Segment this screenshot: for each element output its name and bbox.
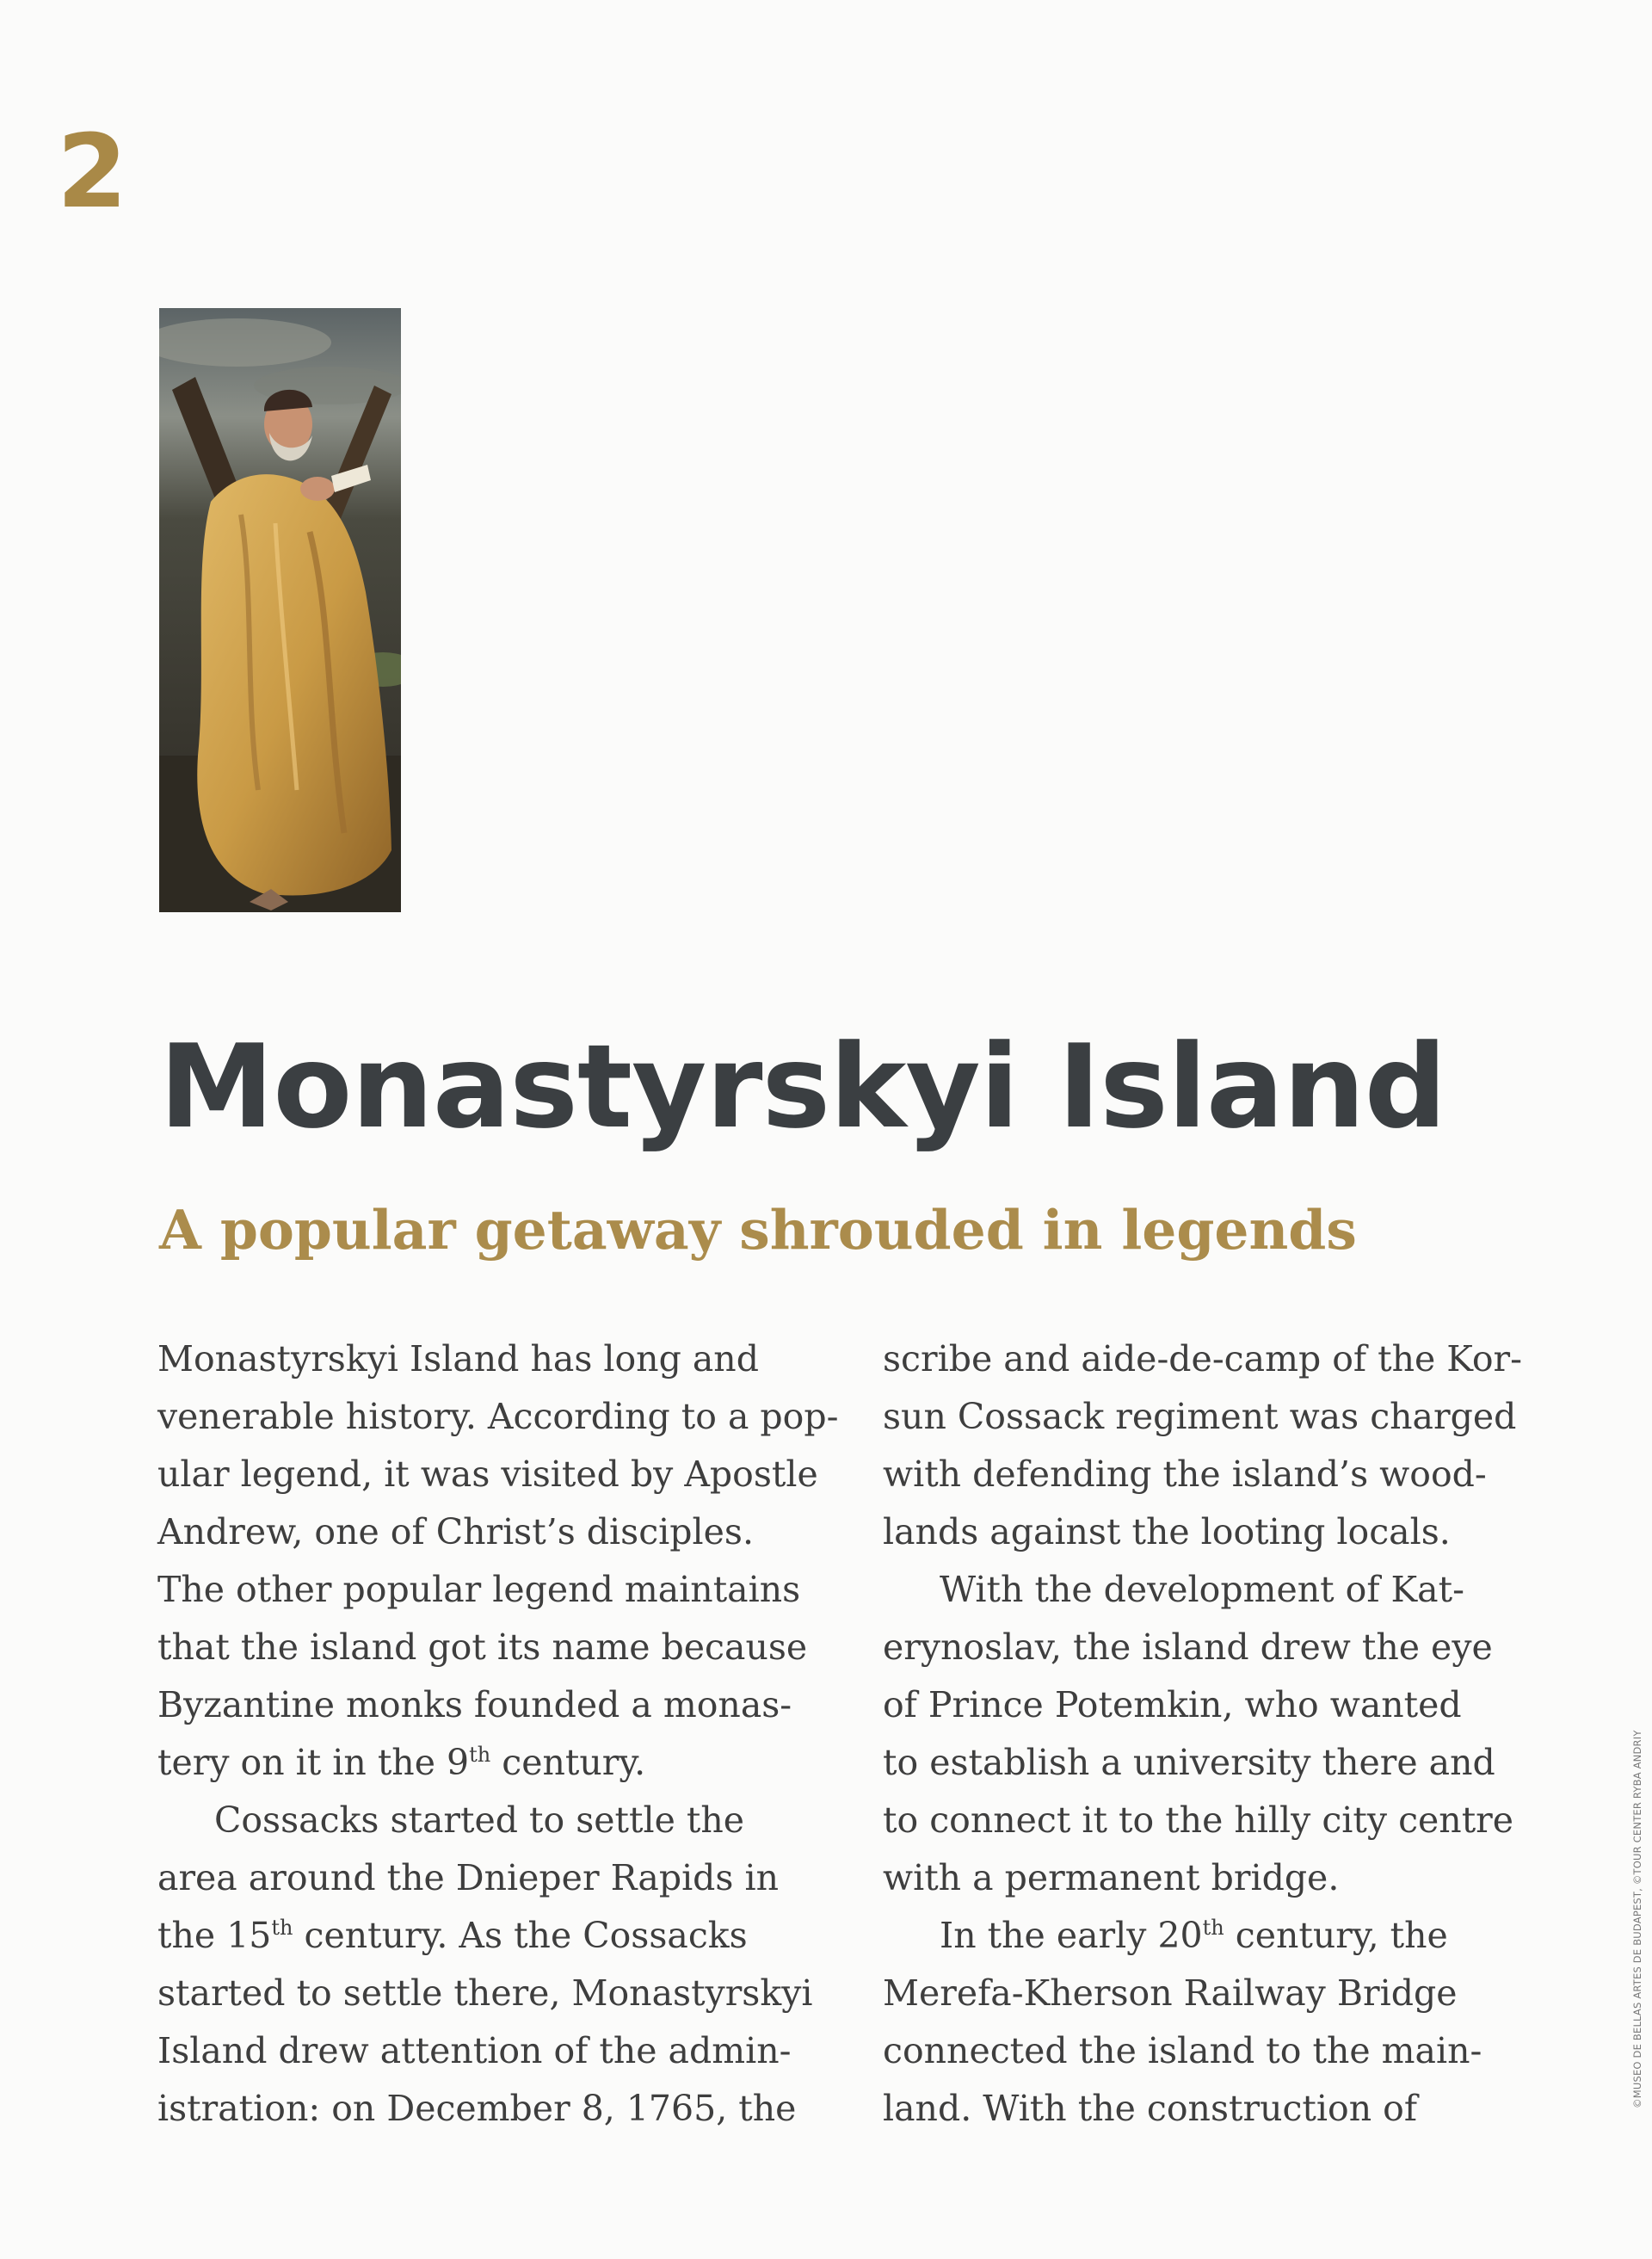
text-line — [157, 1388, 837, 1446]
line-text: sun Cossack regiment was charged — [883, 1396, 1517, 1437]
text-line — [883, 1792, 1563, 1849]
article-subtitle: A popular getaway shrouded in legends — [159, 1198, 1357, 1262]
text-line — [157, 1561, 837, 1619]
text-line — [157, 1503, 837, 1561]
line-text: Monastyrskyi Island has long and — [157, 1338, 759, 1379]
text-line — [883, 1446, 1563, 1503]
text-line — [883, 1330, 1563, 1388]
line-text: to connect it to the hilly city centre — [883, 1799, 1514, 1841]
text-line — [157, 1792, 837, 1849]
article-title: Monastyrskyi Island — [159, 1020, 1446, 1154]
line-text: Island drew attention of the admin- — [157, 2030, 792, 2071]
line-text: Cossacks started to settle the — [214, 1799, 745, 1841]
line-text: connected the island to the main- — [883, 2030, 1482, 2071]
line-text: The other popular legend maintains — [157, 1569, 801, 1610]
line-text: With the development of Kat- — [940, 1569, 1464, 1610]
line-text: the — [157, 1915, 227, 1956]
article-column-left — [157, 1330, 837, 2138]
text-line — [883, 1907, 1563, 1965]
line-text-continued: century. As the Cossacks — [293, 1915, 748, 1956]
line-text: started to settle there, Monastyrskyi — [157, 1972, 813, 2014]
text-line — [883, 1503, 1563, 1561]
line-text: Andrew, one of Christ’s disciples. — [157, 1511, 754, 1552]
text-line — [883, 1965, 1563, 2022]
text-line — [883, 2080, 1563, 2138]
line-text: scribe and aide-de-camp of the Kor- — [883, 1338, 1522, 1379]
ordinal-number: 15 — [226, 1915, 272, 1956]
line-text: Merefa-Kherson Railway Bridge — [883, 1972, 1458, 2014]
text-line — [883, 1388, 1563, 1446]
text-line — [157, 1907, 837, 1965]
apostle-andrew-painting — [159, 308, 401, 912]
ordinal-suffix: th — [1202, 1916, 1224, 1940]
line-text: with a permanent bridge. — [883, 1857, 1340, 1898]
line-text: istration: on December 8, 1765, the — [157, 2088, 797, 2129]
line-text-continued: century. — [490, 1742, 646, 1783]
text-line — [883, 1561, 1563, 1619]
line-text: Byzantine monks founded a monas- — [157, 1684, 792, 1725]
text-line — [883, 1619, 1563, 1676]
text-line — [157, 1330, 837, 1388]
text-line — [157, 1446, 837, 1503]
line-text: erynoslav, the island drew the eye — [883, 1626, 1493, 1668]
line-text: In the early — [940, 1915, 1158, 1956]
line-text: that the island got its name because — [157, 1626, 808, 1668]
line-text: land. With the construction of — [883, 2088, 1418, 2129]
line-text: venerable history. According to a pop- — [157, 1396, 839, 1437]
article-column-right — [883, 1330, 1563, 2138]
ordinal-suffix: th — [271, 1916, 293, 1940]
line-text: lands against the looting locals. — [883, 1511, 1451, 1552]
line-text: to establish a university there and — [883, 1742, 1495, 1783]
ordinal-number: 9 — [447, 1742, 470, 1783]
ordinal-number: 20 — [1157, 1915, 1203, 1956]
line-text: with defending the island’s wood- — [883, 1454, 1487, 1495]
line-text: tery on it in the — [157, 1742, 447, 1783]
text-line — [883, 1849, 1563, 1907]
line-text: ular legend, it was visited by Apostle — [157, 1454, 818, 1495]
text-line — [157, 1849, 837, 1907]
text-line — [157, 1734, 837, 1792]
text-line — [883, 1676, 1563, 1734]
page-number: 2 — [57, 112, 128, 231]
text-line — [157, 2022, 837, 2080]
text-line — [157, 1676, 837, 1734]
text-line — [883, 1734, 1563, 1792]
line-text-continued: century, the — [1224, 1915, 1448, 1956]
text-line — [157, 2080, 837, 2138]
photo-credit: ©MUSEO DE BELLAS ARTES DE BUDAPEST, ©TOUR CENTER RYBA ANDRIY — [1631, 1730, 1643, 2108]
text-line — [157, 1619, 837, 1676]
text-line — [157, 1965, 837, 2022]
line-text: area around the Dnieper Rapids in — [157, 1857, 780, 1898]
text-line — [883, 2022, 1563, 2080]
ordinal-suffix: th — [469, 1743, 491, 1767]
line-text: of Prince Potemkin, who wanted — [883, 1684, 1462, 1725]
